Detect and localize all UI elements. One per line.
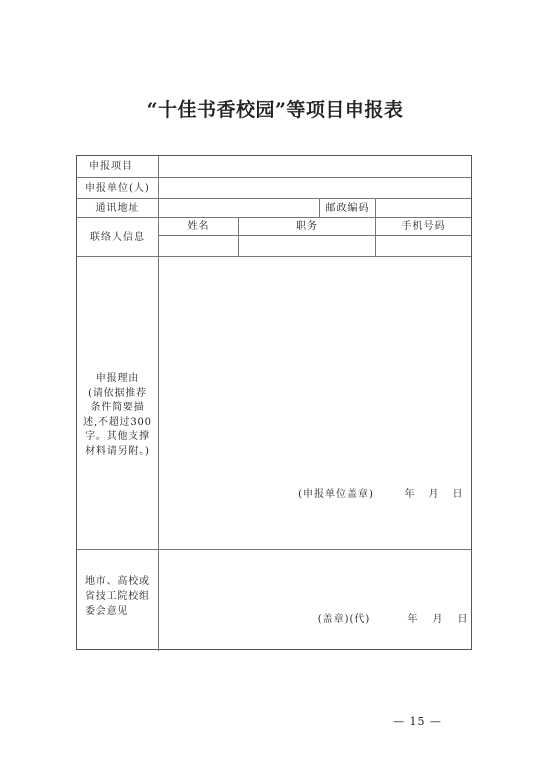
address-label: 通讯地址 [95, 202, 140, 214]
reason-line: 条件简要描 [90, 402, 145, 413]
opinion-date-year: 年 [407, 613, 419, 625]
contact-label: 联络人信息 [90, 231, 145, 243]
address-field[interactable] [159, 199, 319, 217]
opinion-date-day: 日 [457, 613, 469, 625]
reason-field[interactable] [159, 257, 471, 549]
opinion-date-month: 月 [432, 613, 444, 625]
phone-label: 手机号码 [401, 221, 446, 232]
reason-line: 申报理由 [95, 373, 140, 384]
project-field[interactable] [159, 156, 471, 177]
unit-field[interactable] [159, 178, 471, 198]
postcode-field[interactable] [376, 199, 471, 217]
phone-field[interactable] [376, 236, 471, 256]
opinion-line: 地市、高校或 [85, 576, 150, 587]
opinion-stamp-label: (盖章)(代) [317, 613, 371, 625]
opinion-field[interactable] [159, 550, 471, 649]
name-field[interactable] [159, 236, 238, 256]
reason-date-year: 年 [404, 488, 416, 500]
reason-line: (请依据推荐 [88, 387, 147, 399]
reason-label [77, 372, 158, 459]
reason-line: 述,不超过300 [83, 416, 152, 428]
reason-date-day: 日 [452, 488, 464, 500]
opinion-label [85, 574, 159, 619]
page-title: “十佳书香校园”等项目申报表 [146, 99, 404, 121]
reason-line: 字。其他支撑 [85, 431, 150, 442]
opinion-line: 委会意见 [85, 606, 129, 617]
project-label: 申报项目 [89, 161, 133, 172]
page-number: — 15 — [393, 715, 442, 728]
postcode-label: 邮政编码 [325, 202, 370, 214]
unit-label: 申报单位(人) [85, 182, 150, 194]
opinion-line: 省技工院校组 [85, 591, 150, 602]
reason-stamp-label: (申报单位盖章) [298, 488, 374, 500]
reason-date-month: 月 [428, 488, 440, 500]
name-label: 姓名 [187, 221, 210, 232]
reason-line: 材料请另附。) [85, 445, 150, 457]
application-form-table [76, 155, 472, 650]
position-label: 职务 [296, 221, 318, 232]
position-field[interactable] [239, 236, 375, 256]
